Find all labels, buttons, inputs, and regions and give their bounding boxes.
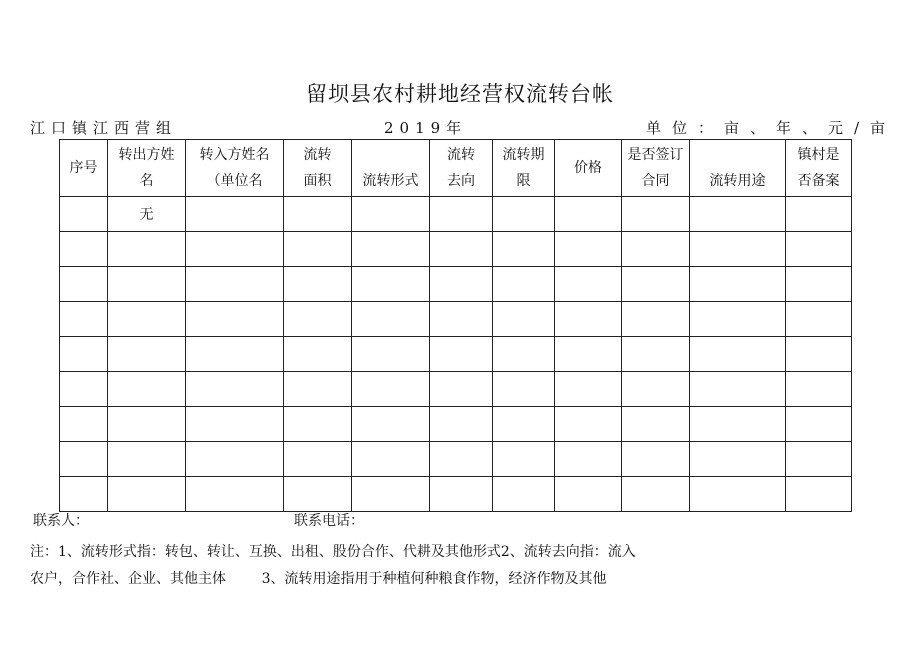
table-cell xyxy=(186,197,284,232)
table-cell xyxy=(555,302,622,337)
year-label: 2019年 xyxy=(384,119,468,137)
table-cell xyxy=(108,337,186,372)
table-cell xyxy=(60,302,108,337)
table-cell xyxy=(430,337,493,372)
table-cell xyxy=(786,232,852,267)
table-row xyxy=(60,267,852,302)
table-cell xyxy=(284,302,352,337)
table-cell xyxy=(555,267,622,302)
column-header xyxy=(186,140,284,197)
table-cell xyxy=(555,337,622,372)
column-header-label: 流转期 限 xyxy=(502,147,545,189)
table-cell xyxy=(186,477,284,512)
column-header-label: 转出方姓 名 xyxy=(118,147,175,189)
table-cell xyxy=(493,197,555,232)
table-cell xyxy=(352,302,430,337)
table-cell xyxy=(690,302,786,337)
table-cell xyxy=(108,232,186,267)
table-cell xyxy=(555,197,622,232)
table-cell xyxy=(555,442,622,477)
column-header-label: 流转 去向 xyxy=(447,147,475,189)
table-cell xyxy=(622,337,690,372)
table-cell xyxy=(786,267,852,302)
table-cell xyxy=(352,372,430,407)
column-header-label: 镇村是 否备案 xyxy=(797,147,840,189)
contact-person-label: 联系人： xyxy=(33,513,89,529)
table-cell xyxy=(108,477,186,512)
town-label: 江口镇江西营组 xyxy=(30,119,178,137)
column-header-label: 转入方姓名 （单位名 xyxy=(199,147,270,189)
table-cell xyxy=(108,407,186,442)
table-cell xyxy=(430,197,493,232)
table-cell xyxy=(622,477,690,512)
table-row xyxy=(60,232,852,267)
table-cell xyxy=(60,477,108,512)
table-cell xyxy=(352,407,430,442)
column-header xyxy=(60,140,108,197)
table-cell xyxy=(622,197,690,232)
table-cell xyxy=(108,442,186,477)
table-cell xyxy=(430,232,493,267)
table-cell xyxy=(690,267,786,302)
table-cell xyxy=(284,442,352,477)
table-cell xyxy=(555,232,622,267)
table-cell xyxy=(493,232,555,267)
column-header xyxy=(352,140,430,197)
table-cell xyxy=(493,267,555,302)
table-cell xyxy=(186,442,284,477)
table-cell xyxy=(352,197,430,232)
table-cell xyxy=(555,477,622,512)
table-cell xyxy=(186,337,284,372)
column-header xyxy=(555,140,622,197)
table-cell xyxy=(690,197,786,232)
column-header xyxy=(108,140,186,197)
table-cell xyxy=(622,372,690,407)
table-row xyxy=(60,337,852,372)
column-header-label: 价格 xyxy=(574,160,602,176)
table-cell: 无 xyxy=(108,197,186,232)
table-cell xyxy=(690,407,786,442)
table-row xyxy=(60,407,852,442)
column-header-label: 流转用途 xyxy=(709,173,766,189)
table-cell xyxy=(786,372,852,407)
table-cell xyxy=(786,337,852,372)
table-cell xyxy=(786,197,852,232)
table-cell xyxy=(622,442,690,477)
table-cell xyxy=(786,442,852,477)
table-cell xyxy=(284,232,352,267)
transfer-ledger-table xyxy=(59,139,852,512)
column-header-label: 流转形式 xyxy=(362,173,419,189)
column-header xyxy=(493,140,555,197)
table-cell xyxy=(493,477,555,512)
table-cell xyxy=(60,442,108,477)
unit-label: 单位：亩、年、元/亩 xyxy=(646,119,897,137)
contact-phone-label: 联系电话： xyxy=(294,513,364,529)
table-cell xyxy=(60,197,108,232)
table-cell xyxy=(493,407,555,442)
column-header-label: 序号 xyxy=(69,160,98,176)
table-cell xyxy=(60,267,108,302)
table-cell xyxy=(352,477,430,512)
table-cell xyxy=(430,442,493,477)
table-row xyxy=(60,372,852,407)
table-cell xyxy=(493,372,555,407)
table-cell xyxy=(186,372,284,407)
table-cell xyxy=(284,337,352,372)
table-cell xyxy=(108,267,186,302)
table-cell xyxy=(352,442,430,477)
table-cell xyxy=(493,302,555,337)
column-header xyxy=(622,140,690,197)
column-header xyxy=(430,140,493,197)
table-cell xyxy=(430,372,493,407)
table-cell xyxy=(690,442,786,477)
table-cell xyxy=(60,372,108,407)
table-cell xyxy=(690,372,786,407)
table-header-row xyxy=(60,140,852,197)
table-cell xyxy=(284,477,352,512)
table-cell xyxy=(430,302,493,337)
table-cell xyxy=(60,232,108,267)
note-line-2: 农户，合作社、企业、其他主体 3、流转用途指用于种植何种粮食作物，经济作物及其他 xyxy=(30,571,607,587)
table-cell xyxy=(430,267,493,302)
table-cell xyxy=(786,302,852,337)
table-cell xyxy=(786,407,852,442)
table-cell xyxy=(430,407,493,442)
table-cell xyxy=(430,477,493,512)
table-cell xyxy=(622,407,690,442)
table-row xyxy=(60,197,852,232)
table-cell xyxy=(186,267,284,302)
table-cell xyxy=(186,407,284,442)
table-cell xyxy=(284,372,352,407)
table-cell xyxy=(60,407,108,442)
table-cell xyxy=(622,267,690,302)
column-header xyxy=(786,140,852,197)
table-row xyxy=(60,477,852,512)
column-header-label: 是否签订 合同 xyxy=(627,147,684,189)
table-cell xyxy=(690,337,786,372)
note-line-1: 注：1、流转形式指：转包、转让、互换、出租、股份合作、代耕及其他形式2、流转去向指：流入 xyxy=(30,544,636,560)
table-cell xyxy=(690,477,786,512)
table-cell xyxy=(108,302,186,337)
page-title: 留坝县农村耕地经营权流转台帐 xyxy=(306,82,614,106)
table-row xyxy=(60,442,852,477)
table-cell xyxy=(493,337,555,372)
table-cell xyxy=(352,267,430,302)
table-cell xyxy=(284,407,352,442)
table-cell xyxy=(555,407,622,442)
column-header-label: 流转 面积 xyxy=(303,147,332,189)
table-cell xyxy=(622,232,690,267)
table-cell xyxy=(786,477,852,512)
table-row xyxy=(60,302,852,337)
column-header xyxy=(690,140,786,197)
table-cell xyxy=(493,442,555,477)
table-cell xyxy=(622,302,690,337)
table-cell xyxy=(186,302,284,337)
table-cell xyxy=(352,232,430,267)
table-cell xyxy=(60,337,108,372)
table-cell xyxy=(186,232,284,267)
column-header xyxy=(284,140,352,197)
table-cell xyxy=(352,337,430,372)
table-cell xyxy=(690,232,786,267)
table-cell xyxy=(555,372,622,407)
table-cell xyxy=(284,267,352,302)
table-cell xyxy=(284,197,352,232)
table-cell xyxy=(108,372,186,407)
